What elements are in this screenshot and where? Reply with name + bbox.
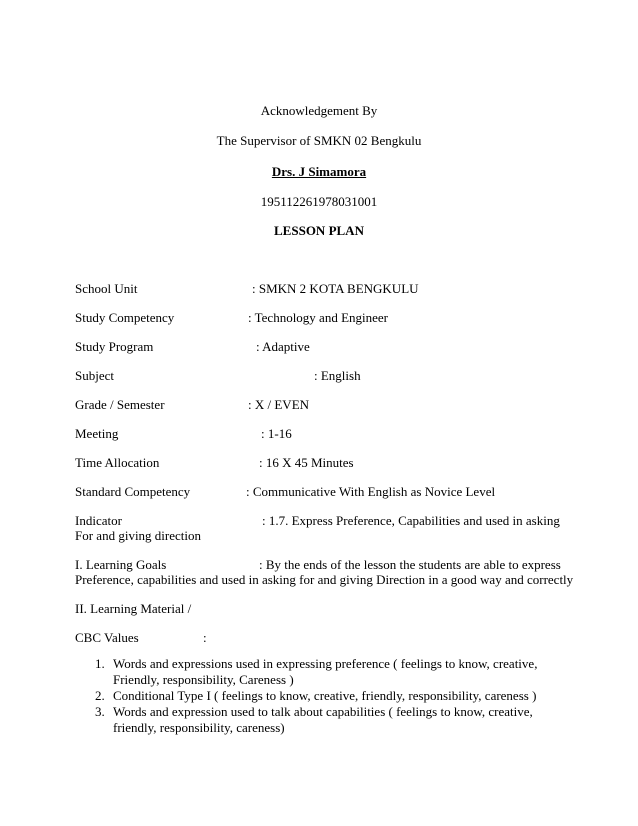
list-item-line: Conditional Type I ( feelings to know, creative, friendly, responsibility, careness ) <box>113 688 537 703</box>
field-value: : 1.7. Express Preference, Capabilities and used in asking <box>262 513 560 528</box>
goals-continuation: Preference, capabilities and used in asking for and giving Direction in a good way and correctly <box>75 572 574 587</box>
field-cbc-values <box>0 630 638 646</box>
field-learning-goals <box>0 557 638 573</box>
field-label: Subject <box>75 368 114 383</box>
supervisor-line: The Supervisor of SMKN 02 Bengkulu <box>216 133 422 148</box>
list-item-number: 3. <box>95 704 105 719</box>
field-value: : English <box>314 368 361 383</box>
list-item-line: Friendly, responsibility, Careness ) <box>113 672 294 687</box>
field-label: Standard Competency <box>75 484 191 499</box>
field-label: Grade / Semester <box>75 397 165 412</box>
field-value: : SMKN 2 KOTA BENGKULU <box>252 281 419 296</box>
field-study-competency <box>0 310 638 326</box>
field-subject <box>0 368 638 384</box>
indicator-continuation: For and giving direction <box>75 528 202 543</box>
field-time-allocation <box>0 455 638 471</box>
field-value: : Technology and Engineer <box>248 310 389 325</box>
field-label: CBC Values <box>75 630 139 645</box>
field-label: I. Learning Goals <box>75 557 167 572</box>
learning-material-label: II. Learning Material / <box>75 601 192 616</box>
list-item-line: Words and expression used to talk about capabilities ( feelings to know, creative, <box>113 704 533 719</box>
field-label: Time Allocation <box>75 455 160 470</box>
field-value: : By the ends of the lesson the students are able to express <box>259 557 561 572</box>
list-item <box>75 704 565 736</box>
field-indicator <box>0 513 638 529</box>
field-value: : 1-16 <box>261 426 292 441</box>
field-value: : 16 X 45 Minutes <box>259 455 354 470</box>
lesson-plan-title: LESSON PLAN <box>274 223 364 238</box>
list-item-number: 1. <box>95 656 105 671</box>
field-colon: : <box>203 630 207 645</box>
field-label: Meeting <box>75 426 119 441</box>
list-item <box>75 656 565 688</box>
list-item-line: Words and expressions used in expressing preference ( feelings to know, creative, <box>113 656 538 671</box>
field-value: : Communicative With English as Novice Level <box>246 484 496 499</box>
cbc-values-list <box>75 656 565 736</box>
field-label: Study Program <box>75 339 154 354</box>
field-label: School Unit <box>75 281 138 296</box>
supervisor-nip: 195112261978031001 <box>260 194 378 209</box>
field-value: : Adaptive <box>256 339 310 354</box>
field-label: Study Competency <box>75 310 175 325</box>
acknowledgement-heading: Acknowledgement By <box>260 103 378 118</box>
field-school-unit <box>0 281 638 297</box>
field-study-program <box>0 339 638 355</box>
field-grade-semester <box>0 397 638 413</box>
list-item-number: 2. <box>95 688 105 703</box>
supervisor-name: Drs. J Simamora <box>271 164 367 179</box>
list-item-line: friendly, responsibility, careness) <box>113 720 285 735</box>
list-item <box>75 688 565 704</box>
field-label: Indicator <box>75 513 122 528</box>
field-meeting <box>0 426 638 442</box>
field-standard-competency <box>0 484 638 500</box>
field-value: : X / EVEN <box>248 397 310 412</box>
